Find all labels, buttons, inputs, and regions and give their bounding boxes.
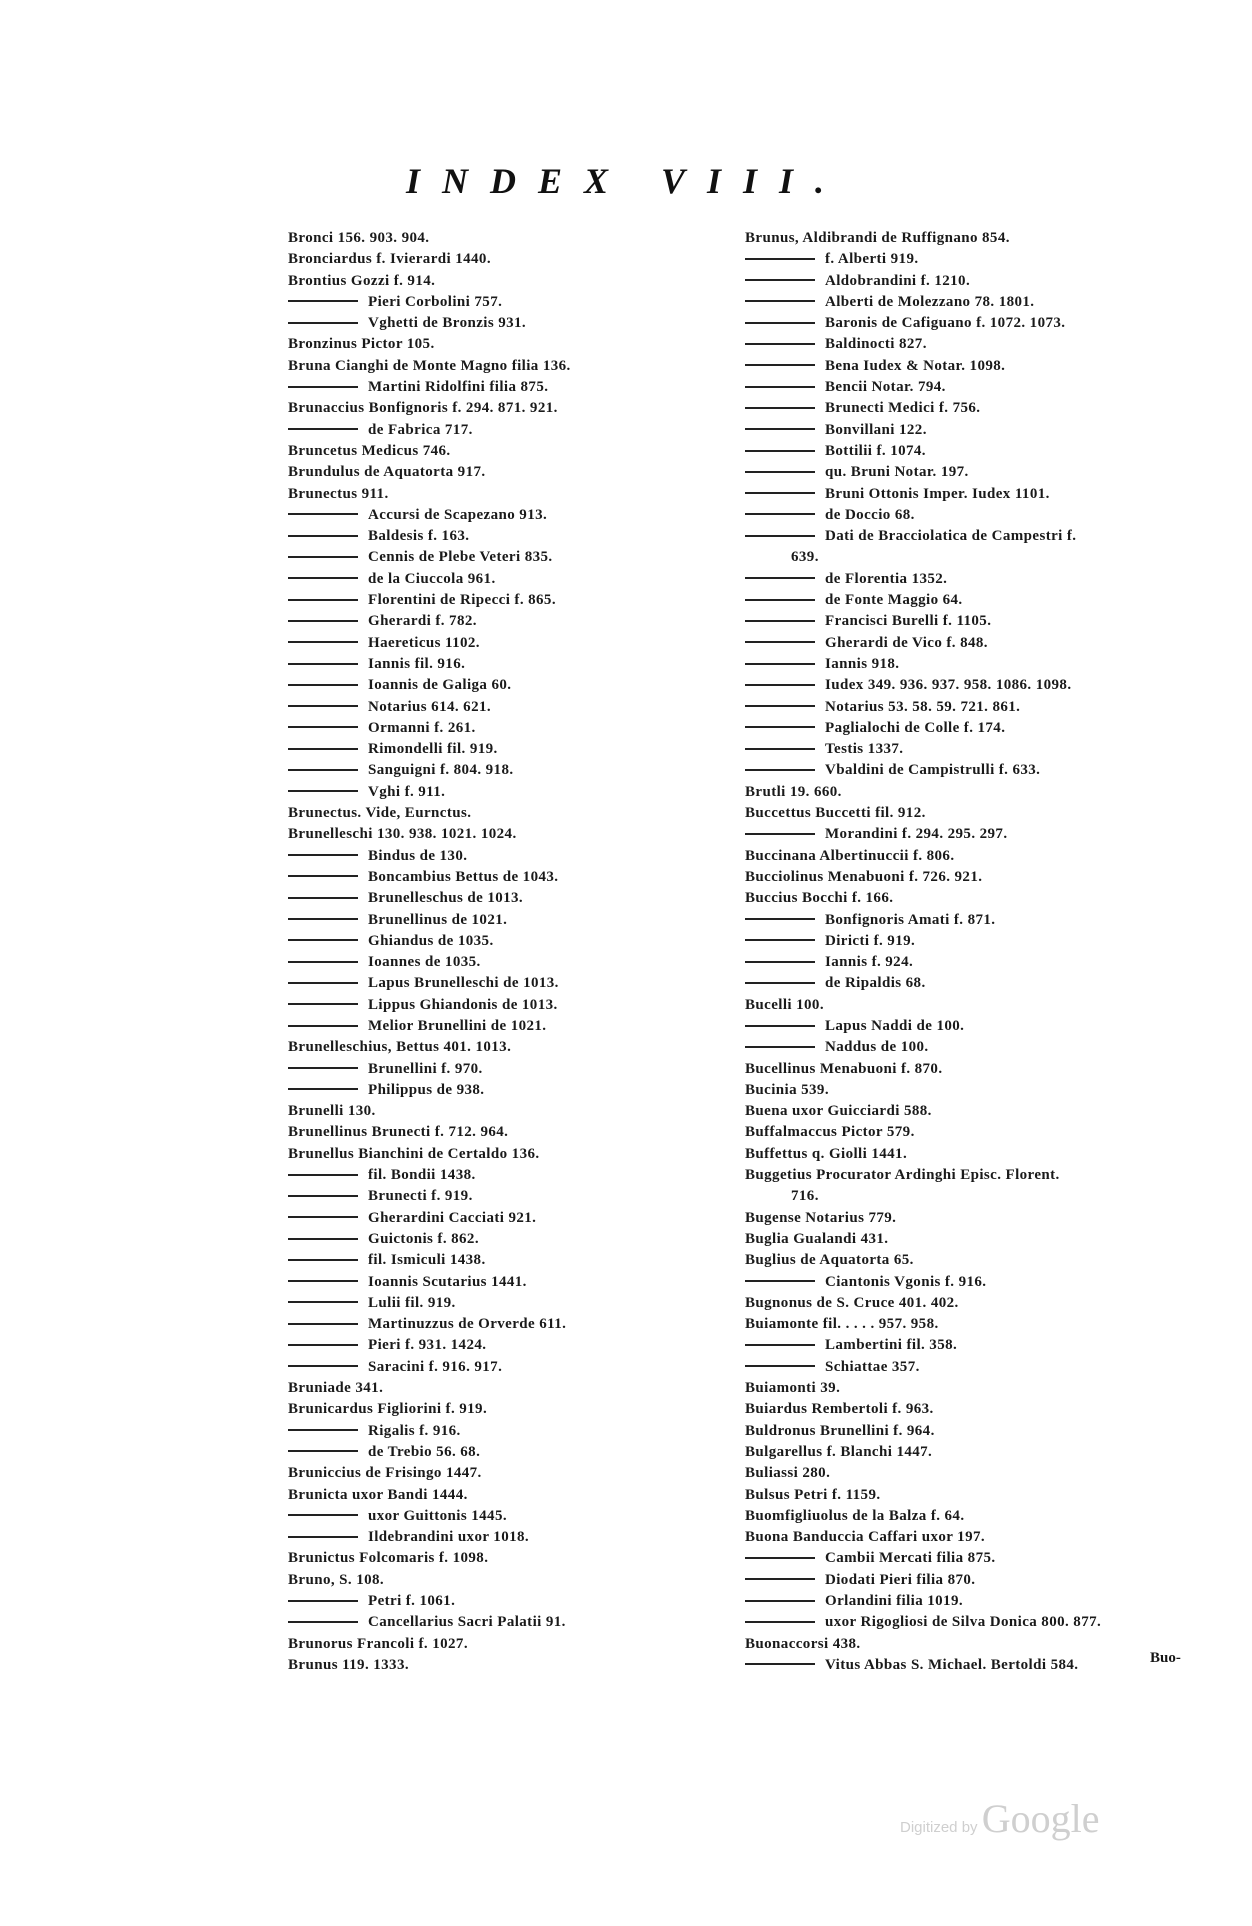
index-entry: Brunicardus Figliorini f. 919. bbox=[288, 1401, 488, 1418]
index-entry: Francisci Burelli f. 1105. bbox=[745, 611, 1185, 632]
index-entry: Gherardi de Vico f. 848. bbox=[745, 633, 1185, 654]
index-entry: Orlandini filia 1019. bbox=[745, 1591, 1185, 1612]
index-entry: Bottilii f. 1074. bbox=[745, 441, 1185, 462]
index-entry: Brunorus Francoli f. 1027. bbox=[288, 1635, 468, 1652]
index-entry: Bruni Ottonis Imper. Iudex 1101. bbox=[745, 484, 1185, 505]
digitization-watermark bbox=[900, 1795, 1099, 1842]
index-entry: Cambii Mercati filia 875. bbox=[745, 1548, 1185, 1569]
index-entry: Brunellinus de 1021. bbox=[288, 910, 728, 931]
index-entry: Bugense Notarius 779. bbox=[745, 1209, 897, 1226]
index-entry: Ormanni f. 261. bbox=[288, 718, 728, 739]
index-entry: Brunus, Aldibrandi de Ruffignano 854. bbox=[745, 230, 1010, 246]
index-entry: Rimondelli fil. 919. bbox=[288, 739, 728, 760]
index-entry: 716. bbox=[791, 1188, 819, 1205]
index-entry: Martinuzzus de Orverde 611. bbox=[288, 1314, 728, 1335]
page-header: INDEX VIII. bbox=[405, 161, 847, 201]
index-entry: Buona Banduccia Caffari uxor 197. bbox=[745, 1529, 986, 1546]
index-entry: Diodati Pieri filia 870. bbox=[745, 1570, 1185, 1591]
index-entry: Buliassi 280. bbox=[745, 1465, 831, 1482]
index-entry: Ildebrandini uxor 1018. bbox=[288, 1527, 728, 1548]
index-column-right bbox=[745, 228, 1185, 1676]
index-entry: Brunelli 130. bbox=[288, 1103, 376, 1120]
index-entry: Brunaccius Bonfignoris f. 294. 871. 921. bbox=[288, 400, 558, 417]
index-entry: Ghiandus de 1035. bbox=[288, 931, 728, 952]
index-entry: Vbaldini de Campistrulli f. 633. bbox=[745, 760, 1185, 781]
index-entry: Lapus Naddi de 100. bbox=[745, 1016, 1185, 1037]
watermark-brand: Google bbox=[981, 1796, 1100, 1841]
index-entry: Iannis 918. bbox=[745, 654, 1185, 675]
index-entry: Aldobrandini f. 1210. bbox=[745, 271, 1185, 292]
index-entry: Dati de Bracciolatica de Campestri f. bbox=[745, 526, 1185, 547]
index-entry: 639. bbox=[791, 549, 819, 566]
index-entry: de Florentia 1352. bbox=[745, 569, 1185, 590]
index-entry: Ioannis Scutarius 1441. bbox=[288, 1272, 728, 1293]
index-entry: Diricti f. 919. bbox=[745, 931, 1185, 952]
index-entry: Florentini de Ripecci f. 865. bbox=[288, 590, 728, 611]
index-entry: Buglia Gualandi 431. bbox=[745, 1230, 889, 1247]
index-entry: Ioannis de Galiga 60. bbox=[288, 675, 728, 696]
index-entry: Schiattae 357. bbox=[745, 1357, 1185, 1378]
index-entry: Baldinocti 827. bbox=[745, 334, 1185, 355]
index-entry: Bronci 156. 903. 904. bbox=[288, 230, 430, 246]
index-entry: Brunus 119. 1333. bbox=[288, 1656, 409, 1673]
index-entry: Buffettus q. Giolli 1441. bbox=[745, 1145, 908, 1162]
index-entry: Bruno, S. 108. bbox=[288, 1571, 385, 1588]
index-entry: Brunelleschus de 1013. bbox=[288, 888, 728, 909]
index-entry: Petri f. 1061. bbox=[288, 1591, 728, 1612]
index-entry: Melior Brunellini de 1021. bbox=[288, 1016, 728, 1037]
index-entry: Buggetius Procurator Ardinghi Episc. Florent. bbox=[745, 1167, 1060, 1184]
index-entry: Cancellarius Sacri Palatii 91. bbox=[288, 1612, 728, 1633]
index-entry: Buccinana Albertinuccii f. 806. bbox=[745, 847, 955, 864]
index-entry: Bindus de 130. bbox=[288, 846, 728, 867]
index-entry: Boncambius Bettus de 1043. bbox=[288, 867, 728, 888]
index-entry: Brunecti Medici f. 756. bbox=[745, 398, 1185, 419]
index-entry: Pieri f. 931. 1424. bbox=[288, 1335, 728, 1356]
index-entry: Bucinia 539. bbox=[745, 1081, 829, 1098]
index-entry: Accursi de Scapezano 913. bbox=[288, 505, 728, 526]
index-entry: fil. Ismiculi 1438. bbox=[288, 1250, 728, 1271]
catchword: Buo- bbox=[1150, 1650, 1181, 1666]
index-entry: Iudex 349. 936. 937. 958. 1086. 1098. bbox=[745, 675, 1185, 696]
index-entry: Bruncetus Medicus 746. bbox=[288, 442, 451, 459]
index-entry: Iannis f. 924. bbox=[745, 952, 1185, 973]
index-entry: Morandini f. 294. 295. 297. bbox=[745, 824, 1185, 845]
index-entry: Buccettus Buccetti fil. 912. bbox=[745, 805, 926, 822]
index-entry: Bucellinus Menabuoni f. 870. bbox=[745, 1060, 943, 1077]
index-entry: Ciantonis Vgonis f. 916. bbox=[745, 1272, 1185, 1293]
index-entry: Bena Iudex & Notar. 1098. bbox=[745, 356, 1185, 377]
index-entry: Bucciolinus Menabuoni f. 726. 921. bbox=[745, 868, 983, 885]
index-entry: Baldesis f. 163. bbox=[288, 526, 728, 547]
index-entry: Brutli 19. 660. bbox=[745, 783, 842, 800]
index-entry: qu. Bruni Notar. 197. bbox=[745, 462, 1185, 483]
index-entry: Brunellini f. 970. bbox=[288, 1059, 728, 1080]
index-entry: de Trebio 56. 68. bbox=[288, 1442, 728, 1463]
index-entry: Bruniade 341. bbox=[288, 1380, 384, 1397]
index-entry: Buiamonte fil. . . . . 957. 958. bbox=[745, 1316, 939, 1333]
index-entry: Bulsus Petri f. 1159. bbox=[745, 1486, 881, 1503]
index-entry: uxor Guittonis 1445. bbox=[288, 1506, 728, 1527]
index-entry: uxor Rigogliosi de Silva Donica 800. 877. bbox=[745, 1612, 1185, 1633]
index-entry: Notarius 614. 621. bbox=[288, 697, 728, 718]
index-entry: Testis 1337. bbox=[745, 739, 1185, 760]
index-entry: Ioannes de 1035. bbox=[288, 952, 728, 973]
index-entry: Buena uxor Guicciardi 588. bbox=[745, 1103, 932, 1120]
index-entry: Baronis de Cafiguano f. 1072. 1073. bbox=[745, 313, 1185, 334]
index-entry: Brunicta uxor Bandi 1444. bbox=[288, 1486, 468, 1503]
index-entry: de Doccio 68. bbox=[745, 505, 1185, 526]
index-entry: Lippus Ghiandonis de 1013. bbox=[288, 995, 728, 1016]
index-entry: Brunellinus Brunecti f. 712. 964. bbox=[288, 1124, 509, 1141]
index-entry: Vghi f. 911. bbox=[288, 782, 728, 803]
index-entry: de Fabrica 717. bbox=[288, 420, 728, 441]
index-entry: Buiamonti 39. bbox=[745, 1380, 841, 1397]
index-entry: Lambertini fil. 358. bbox=[745, 1335, 1185, 1356]
index-entry: Cennis de Plebe Veteri 835. bbox=[288, 547, 728, 568]
index-entry: Philippus de 938. bbox=[288, 1080, 728, 1101]
index-entry: Bruniccius de Frisingo 1447. bbox=[288, 1465, 482, 1482]
index-entry: Gherardi f. 782. bbox=[288, 611, 728, 632]
index-entry: Vghetti de Bronzis 931. bbox=[288, 313, 728, 334]
index-entry: Vitus Abbas S. Michael. Bertoldi 584. bbox=[745, 1655, 1185, 1676]
index-entry: Buomfigliuolus de la Balza f. 64. bbox=[745, 1507, 965, 1524]
index-entry: Brunectus 911. bbox=[288, 485, 389, 502]
index-entry: Pieri Corbolini 757. bbox=[288, 292, 728, 313]
index-entry: Buonaccorsi 438. bbox=[745, 1635, 861, 1652]
index-entry: Brontius Gozzi f. 914. bbox=[288, 272, 436, 289]
index-entry: Brunelleschius, Bettus 401. 1013. bbox=[288, 1039, 512, 1056]
index-entry: Buldronus Brunellini f. 964. bbox=[745, 1422, 935, 1439]
index-entry: Lapus Brunelleschi de 1013. bbox=[288, 973, 728, 994]
index-entry: Brunectus. Vide, Eurnctus. bbox=[288, 805, 472, 822]
index-entry: Sanguigni f. 804. 918. bbox=[288, 760, 728, 781]
index-entry: Bulgarellus f. Blanchi 1447. bbox=[745, 1443, 933, 1460]
index-entry: Brunecti f. 919. bbox=[288, 1186, 728, 1207]
index-entry: Naddus de 100. bbox=[745, 1037, 1185, 1058]
index-entry: Bronciardus f. Ivierardi 1440. bbox=[288, 251, 491, 268]
index-entry: de Ripaldis 68. bbox=[745, 973, 1185, 994]
watermark-prefix: Digitized by bbox=[900, 1819, 978, 1836]
index-entry: Buffalmaccus Pictor 579. bbox=[745, 1124, 915, 1141]
index-entry: de Fonte Maggio 64. bbox=[745, 590, 1185, 611]
index-entry: Bucelli 100. bbox=[745, 996, 824, 1013]
index-entry: f. Alberti 919. bbox=[745, 249, 1185, 270]
index-entry: Bencii Notar. 794. bbox=[745, 377, 1185, 398]
index-entry: Bronzinus Pictor 105. bbox=[288, 336, 435, 353]
index-entry: Haereticus 1102. bbox=[288, 633, 728, 654]
index-entry: Iannis fil. 916. bbox=[288, 654, 728, 675]
index-column-left bbox=[288, 228, 728, 1676]
index-entry: Brundulus de Aquatorta 917. bbox=[288, 464, 486, 481]
index-entry: Bonvillani 122. bbox=[745, 420, 1185, 441]
index-entry: Saracini f. 916. 917. bbox=[288, 1357, 728, 1378]
index-entry: Bruna Cianghi de Monte Magno filia 136. bbox=[288, 357, 571, 374]
index-entry: Buglius de Aquatorta 65. bbox=[745, 1252, 914, 1269]
index-entry: Alberti de Molezzano 78. 1801. bbox=[745, 292, 1185, 313]
index-entry: Buiardus Rembertoli f. 963. bbox=[745, 1401, 934, 1418]
index-entry: Brunelleschi 130. 938. 1021. 1024. bbox=[288, 826, 517, 843]
index-entry: Notarius 53. 58. 59. 721. 861. bbox=[745, 697, 1185, 718]
index-entry: Martini Ridolfini filia 875. bbox=[288, 377, 728, 398]
index-entry: fil. Bondii 1438. bbox=[288, 1165, 728, 1186]
index-entry: de la Ciuccola 961. bbox=[288, 569, 728, 590]
index-entry: Brunellus Bianchini de Certaldo 136. bbox=[288, 1145, 540, 1162]
index-entry: Lulii fil. 919. bbox=[288, 1293, 728, 1314]
index-entry: Bugnonus de S. Cruce 401. 402. bbox=[745, 1294, 959, 1311]
index-entry: Rigalis f. 916. bbox=[288, 1421, 728, 1442]
index-entry: Brunictus Folcomaris f. 1098. bbox=[288, 1550, 489, 1567]
index-entry: Gherardini Cacciati 921. bbox=[288, 1208, 728, 1229]
index-entry: Buccius Bocchi f. 166. bbox=[745, 890, 894, 907]
index-entry: Paglialochi de Colle f. 174. bbox=[745, 718, 1185, 739]
index-entry: Guictonis f. 862. bbox=[288, 1229, 728, 1250]
index-entry: Bonfignoris Amati f. 871. bbox=[745, 910, 1185, 931]
